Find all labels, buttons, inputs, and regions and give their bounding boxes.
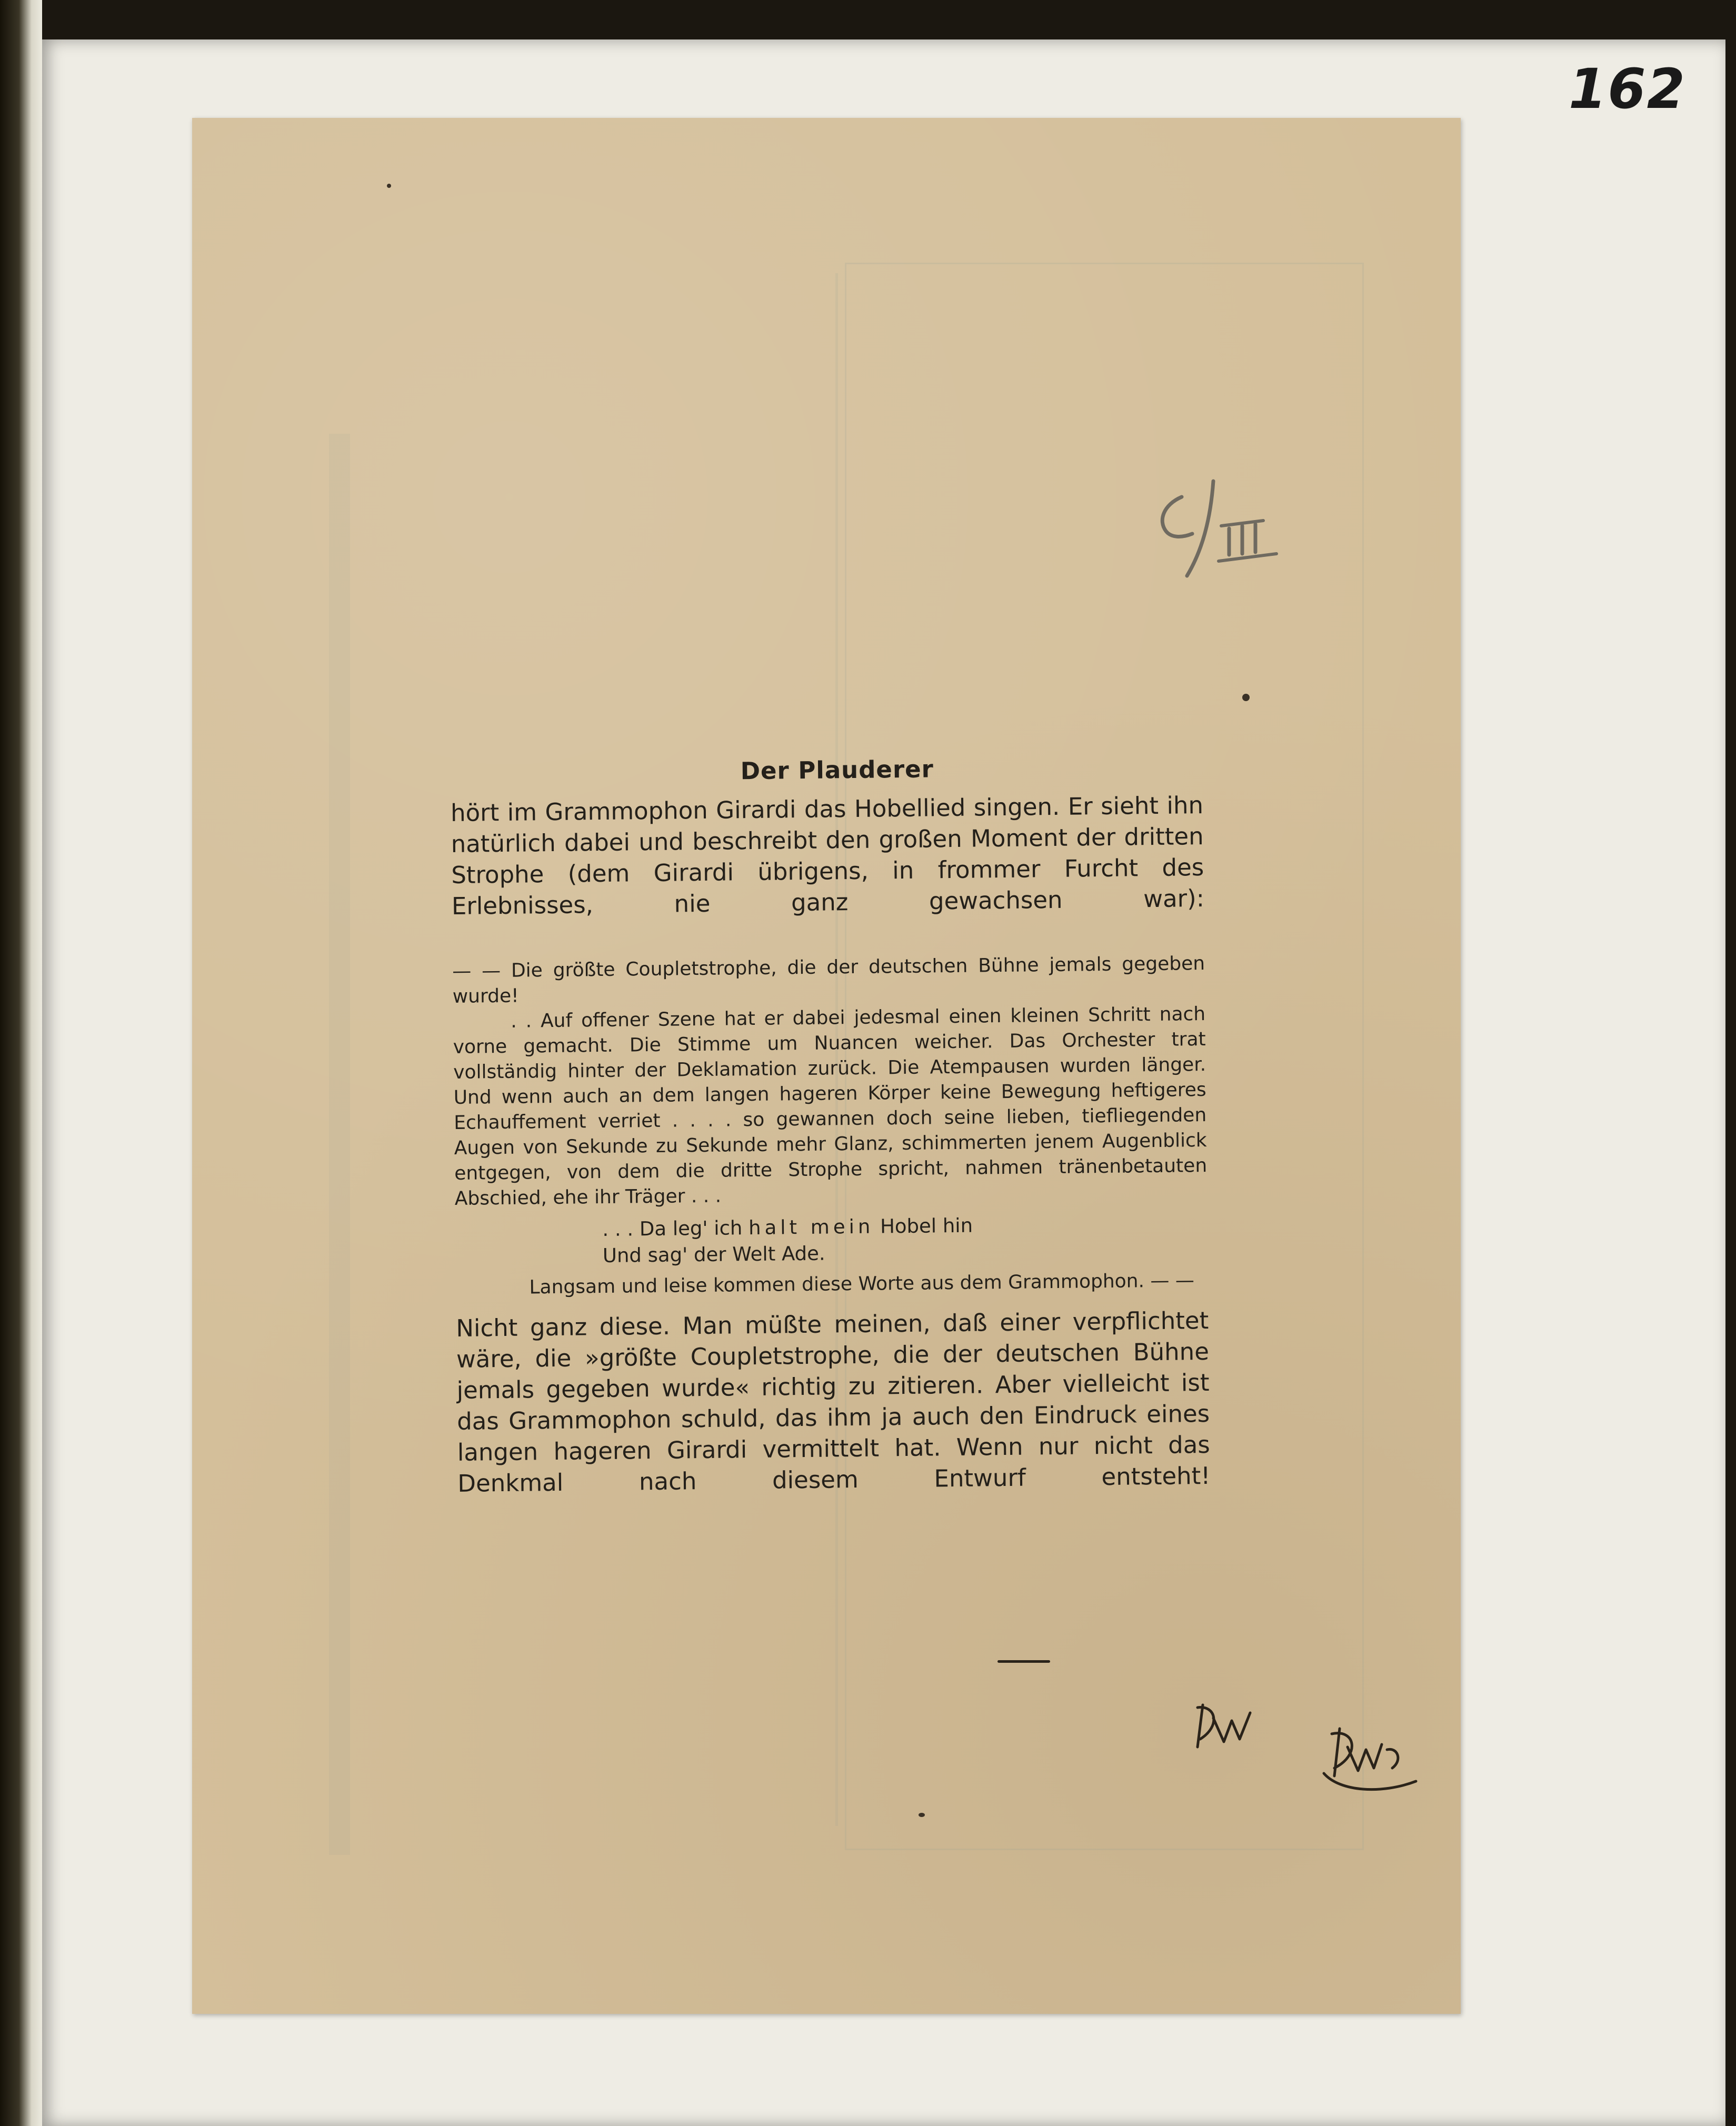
page-number: 162 (1568, 57, 1686, 121)
signature-drawing (1319, 1718, 1424, 1797)
handwritten-initials-left (1192, 1697, 1255, 1758)
quote-intro: — — Die größte Coupletstrophe, die der deutschen Bühne jemals gegeben wurde! (452, 953, 1205, 1007)
verse-line-2: Und sag' der Welt Ade. (602, 1242, 825, 1267)
handwritten-initials-right (1319, 1718, 1424, 1800)
song-verse (602, 1210, 1208, 1269)
pencil-shelfmark-drawing (1150, 476, 1287, 618)
pencil-shelfmark (1150, 476, 1287, 618)
verse-emphasis: halt mein (748, 1215, 874, 1240)
lead-line: nie ganz gewachsen war): (674, 884, 1205, 918)
closing-line: Langsam und leise kommen diese Worte aus dem Grammophon. — — (529, 1270, 1195, 1299)
verse-text: Hobel hin (874, 1214, 973, 1238)
lead-line: natürlich dabei und beschreibt den großen Moment der dritten (451, 822, 1204, 858)
final-paragraph: Nicht ganz diese. Man müßte meinen, daß einer verpflichtet wäre, die »größte Coupletstrophe, die der deutschen Bühne jemals gegeben wurde« richtig zu zitieren. Aber vielleicht ist das Grammophon schuld, das ihm ja auch den Eindruck eines langen hageren Girardi vermittelt hat. Wenn nur nicht das Denkmal nach diesem Entwurf entsteht! (456, 1306, 1211, 1498)
end-dash (997, 1660, 1050, 1663)
article (450, 752, 1211, 1530)
signature-drawing (1192, 1697, 1255, 1755)
ink-speck (919, 1813, 925, 1817)
ink-speck (387, 184, 391, 188)
lead-line: Strophe (dem Girardi übrigens, in frommer Furcht des Erlebnisses, (451, 853, 1204, 920)
verse-text: . . . Da leg' ich (602, 1216, 749, 1241)
lead-line: hört im Grammophon Girardi das Hobellied singen. Er sieht ihn (450, 791, 1204, 827)
article-title: Der Plauderer (740, 755, 934, 785)
article-lead (451, 790, 1205, 953)
ink-speck (1242, 694, 1250, 701)
show-through-stripe (329, 434, 350, 1855)
album-spine (0, 0, 42, 2126)
quote-body: . . Auf offener Szene hat er dabei jedesmal einen kleinen Schritt nach vorne gemacht. Die Stimme um Nuancen weicher. Das Orchester trat vollständig hinter der Deklamation zurück. Die Atempausen wurden länger. Und wenn auch an dem langen hageren Körper keine Bewegung heftigeres Echauffement verriet . . . . so gewannen doch seine lieben, tiefliegenden Augen von Sekunde zu Sekunde mehr Glanz, schimmerten jenem Augenblick entgegen, von dem die dritte Strophe spricht, nahmen tränenbetauten Abschied, ehe ihr Träger . . . (453, 1003, 1208, 1210)
newspaper-clipping (192, 118, 1461, 2014)
